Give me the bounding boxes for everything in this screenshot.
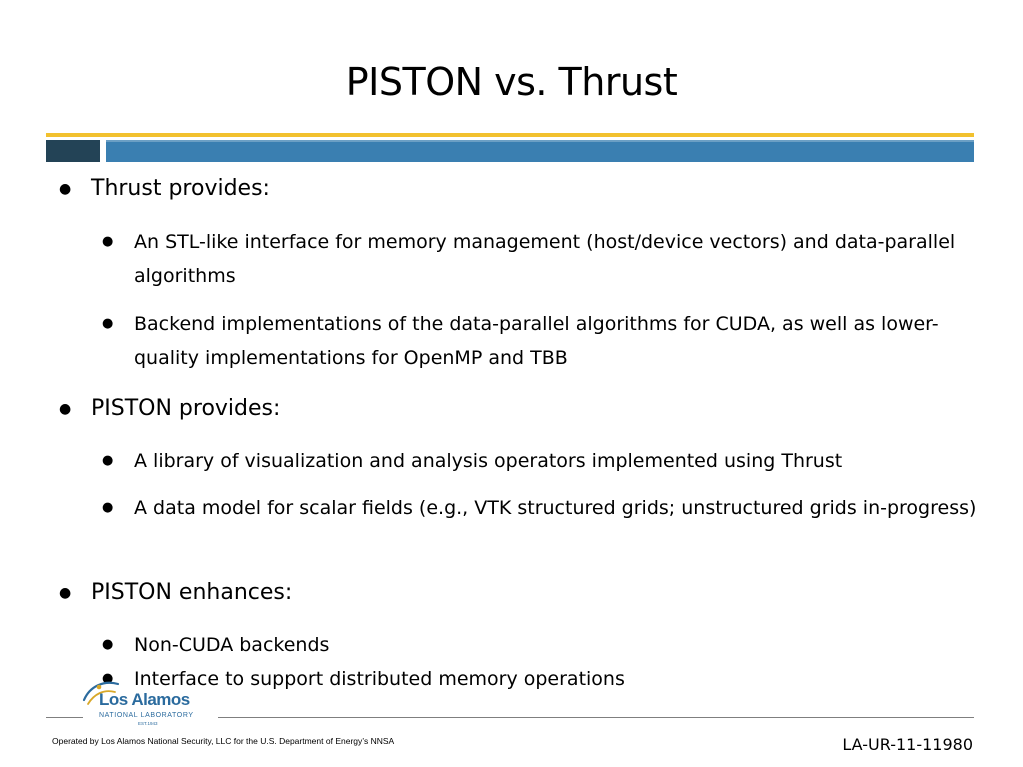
bullet-dot: ●	[102, 234, 114, 249]
bullet-dot: ●	[59, 585, 72, 601]
list-item-text: Backend implementations of the data-parallel algorithms for CUDA, as well as lower-quality implementations for OpenMP and TBB	[134, 313, 939, 369]
list-item	[102, 444, 980, 478]
bullet-dot: ●	[102, 500, 114, 515]
los-alamos-logo	[82, 676, 218, 732]
header-band-left	[46, 140, 100, 162]
header-band-right	[106, 140, 974, 162]
logo-subtitle: NATIONAL LABORATORY	[99, 712, 194, 719]
bullet-dot: ●	[102, 453, 114, 468]
list-item	[102, 491, 980, 525]
bullet-dot: ●	[102, 637, 114, 652]
section-label: PISTON enhances:	[91, 580, 293, 605]
section-heading	[59, 176, 270, 202]
section-label: PISTON provides:	[91, 396, 281, 421]
bullet-dot: ●	[59, 401, 72, 417]
footer-rule-left	[46, 717, 83, 718]
header-band-highlight	[106, 140, 974, 142]
list-item	[102, 628, 980, 662]
bullet-dot: ●	[102, 316, 114, 331]
document-code: LA-UR-11-11980	[842, 735, 973, 754]
footer-rule-right	[218, 717, 974, 718]
bullet-dot: ●	[59, 181, 72, 197]
list-item	[102, 307, 980, 375]
logo-established: EST.1943	[138, 721, 158, 726]
list-item-text: Non-CUDA backends	[134, 634, 330, 656]
list-item-text: A data model for scalar fields (e.g., VTK structured grids; unstructured grids in-progress)	[134, 497, 977, 519]
section-heading	[59, 396, 281, 422]
slide-title: PISTON vs. Thrust	[345, 60, 678, 104]
section-label: Thrust provides:	[91, 176, 270, 201]
logo-wordmark: Los Alamos	[99, 690, 190, 709]
list-item	[102, 662, 980, 696]
list-item-text: Interface to support distributed memory operations	[134, 668, 625, 690]
section-heading	[59, 580, 293, 606]
bullet-dot: ●	[102, 671, 114, 686]
footer-operator-note: Operated by Los Alamos National Security, LLC for the U.S. Department of Energy’s NNSA	[52, 736, 395, 746]
list-item-text: An STL-like interface for memory management (host/device vectors) and data-parallel algorithms	[134, 231, 956, 287]
list-item	[102, 225, 980, 293]
header-accent-line	[46, 133, 974, 137]
list-item-text: A library of visualization and analysis operators implemented using Thrust	[134, 450, 843, 472]
